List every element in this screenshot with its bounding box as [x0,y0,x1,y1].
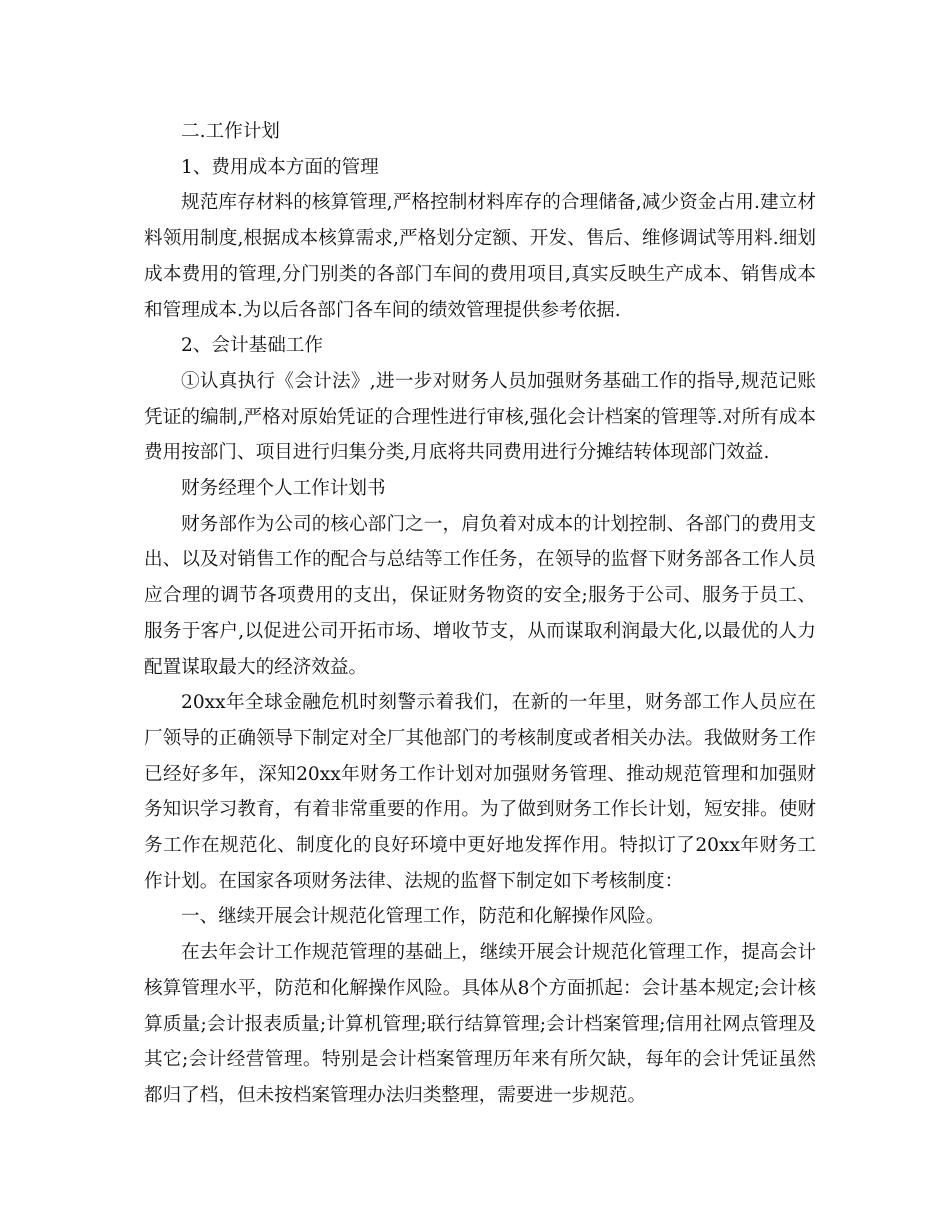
paragraph-finance-department-role: 财务部作为公司的核心部门之一，肩负着对成本的计划控制、各部门的费用支出、以及对销售工作的配合与总结等工作任务，在领导的监督下财务部各工作人员应合理的调节各项费用的支出，保证财务物资的安全;服务于公司、服务于员工、服务于客户,以促进公司开拓市场、增收节支，从而谋取利润最大化,以最优的人力配置谋取最大的经济效益。 [144,513,816,678]
paragraph-inventory-management: 规范库存材料的核算管理,严格控制材料库存的合理储备,减少资金占用.建立材料领用制度,根据成本核算需求,严格划分定额、开发、售后、维修调试等用料.细划成本费用的管理,分门别类的各部门车间的费用项目,真实反映生产成本、销售成本和管理成本.为以后各部门各车间的绩效管理提供参考依据. [144,192,816,321]
heading-accounting-standardization: 一、继续开展会计规范化管理工作，防范和化解操作风险。 [181,906,665,928]
paragraph-accounting-law: ①认真执行《会计法》,进一步对财务人员加强财务基础工作的指导,规范记账凭证的编制,严格对原始凭证的合理性进行审核,强化会计档案的管理等.对所有成本费用按部门、项目进行归集分类,月底将共同费用进行分摊结转体现部门效益. [144,370,816,464]
document-title: 财务经理个人工作计划书 [181,478,386,500]
paragraph-standardization-details: 在去年会计工作规范管理的基础上，继续开展会计规范化管理工作，提高会计核算管理水平，防范和化解操作风险。具体从8个方面抓起：会计基本规定;会计核算质量;会计报表质量;计算机管理;联行结算管理;会计档案管理;信用社网点管理及其它;会计经营管理。特别是会计档案管理历年来有所欠缺，每年的会计凭证虽然都归了档，但未按档案管理办法归类整理，需要进一步规范。 [144,942,816,1106]
subheading-accounting-basics: 2、会计基础工作 [181,335,323,357]
document-body [144,114,816,1114]
subheading-cost-management: 1、费用成本方面的管理 [181,156,379,178]
paragraph-financial-crisis: 20xx年全球金融危机时刻警示着我们，在新的一年里，财务部工作人员应在厂领导的正确领导下制定对全厂其他部门的考核制度或者相关办法。我做财务工作已经好多年，深知20xx年财务工作计划对加强财务管理、推动规范管理和加强财务知识学习教育，有着非常重要的作用。为了做到财务工作长计划，短安排。使财务工作在规范化、制度化的良好环境中更好地发挥作用。特拟订了20xx年财务工作计划。在国家各项财务法律、法规的监督下制定如下考核制度： [144,692,816,892]
section-heading-work-plan: 二.工作计划 [181,121,280,142]
